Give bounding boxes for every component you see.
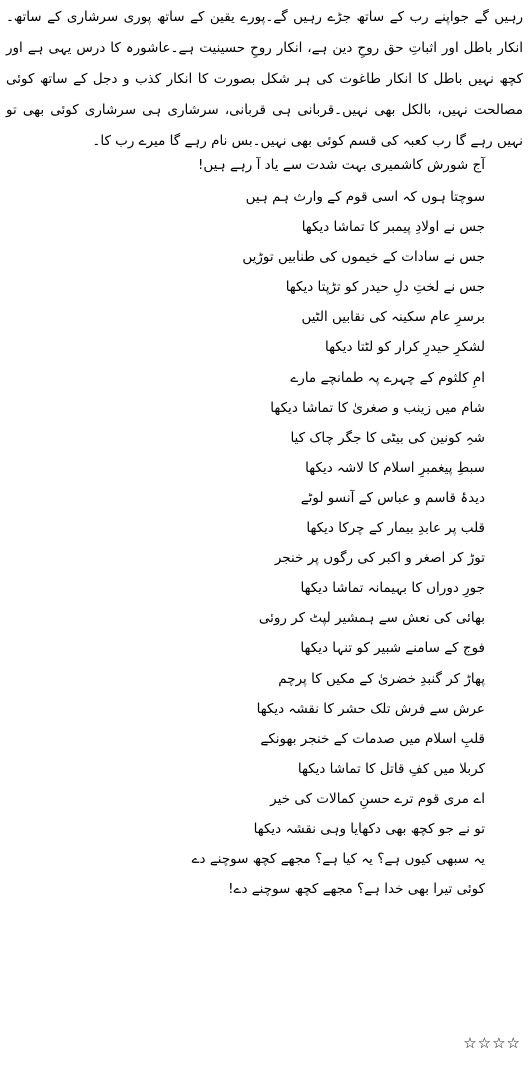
verse-line: سوچتا ہوں کہ اسی قوم کے وارث ہم ہیں — [245, 189, 485, 205]
verse-line: کوئی تیرا بھی خدا ہے؟ مجھے کچھ سوچنے دے! — [228, 881, 485, 898]
verse-line: برسرِ عام سکینہ کی نقابیں الٹیں — [301, 309, 485, 326]
verse-line: لشکرِ حیدرِ کرار کو لٹتا دیکھا — [324, 339, 485, 356]
verse-line: توڑ کر اصغر و اکبر کی رگوں پر خنجر — [274, 550, 485, 567]
verse-line: فوج کے سامنے شبیر کو تنہا دیکھا — [300, 640, 485, 657]
verse-line: شام میں زینب و صغریٰ کا تماشا دیکھا — [270, 399, 485, 416]
verse-line: جس نے اولادِ پیمبر کا تماشا دیکھا — [301, 219, 485, 236]
verse-line: جورِ دوراں کا بہیمانہ تماشا دیکھا — [300, 580, 485, 597]
verse-line: شہِ کونین کی بیٹی کا جگر چاک کیا — [290, 429, 485, 446]
verse-line: کربلا میں کفِ قاتل کا تماشا دیکھا — [297, 760, 485, 777]
verse-line: دیدۂ قاسم و عباس کے آنسو لوٹے — [300, 489, 485, 506]
verse-line: جس نے لختِ دلِ حیدر کو تڑپتا دیکھا — [285, 279, 485, 296]
stars-separator: ☆☆☆☆ — [463, 1034, 521, 1052]
verse-line: قلبِ اسلام میں صدمات کے خنجر بھونکے — [260, 730, 485, 747]
verse-line: جس نے سادات کے خیموں کی طنابیں توڑیں — [242, 249, 485, 266]
poem-verses — [192, 186, 485, 908]
verse-line: امِ کلثوم کے چہرے پہ طمانچے مارے — [290, 369, 485, 386]
verse-line: سبطِ پیغمبرِ اسلام کا لاشہ دیکھا — [305, 459, 485, 476]
verse-line: بھائی کی نعش سے ہمشیر لپٹ کر روئی — [258, 610, 485, 627]
verse-line: پھاڑ کر گنبدِ خضریٰ کے مکیں کا پرچم — [278, 670, 485, 687]
poem-introduction: آج شورش کاشمیری بہت شدت سے یاد آ رہے ہیں! — [197, 157, 485, 173]
verse-line: عرش سے فرش تلک حشر کا نقشہ دیکھا — [256, 700, 485, 717]
verse-line: قلب پر عابدِ بیمار کے چرکا دیکھا — [306, 520, 485, 537]
verse-line: اے مری قوم ترے حسنِ کمالات کی خیر — [270, 790, 485, 807]
verse-line: تو نے جو کچھ بھی دکھایا وہی نقشہ دیکھا — [253, 820, 485, 837]
verse-line: یہ سبھی کیوں ہے؟ یہ کیا ہے؟ مجھے کچھ سوچنے دے — [191, 851, 485, 868]
body-paragraph: رہیں گے جواپنے رب کے ساتھ جڑے رہیں گے۔پورے یقین کے ساتھ پوری سرشاری کے ساتھ۔انکار باطل اور اثباتِ حق روحِ دین ہے، انکار روحِ حسینیت ہے۔عاشورہ کا درس یہی ہے اور کچھ نہیں باطل کا انکار طاغوت کی ہر شکل بصورت کا انکار کذب و دجل کے ساتھ کوئی مصالحت نہیں، بالکل بھی نہیں۔قربانی ہی قربانی، سرشاری ہی سرشاری کوئی بھی تو نہیں رہے گا رب کعبہ کی قسم کوئی بھی نہیں۔بس نام رہے گا میرے رب کا۔ — [6, 9, 523, 149]
